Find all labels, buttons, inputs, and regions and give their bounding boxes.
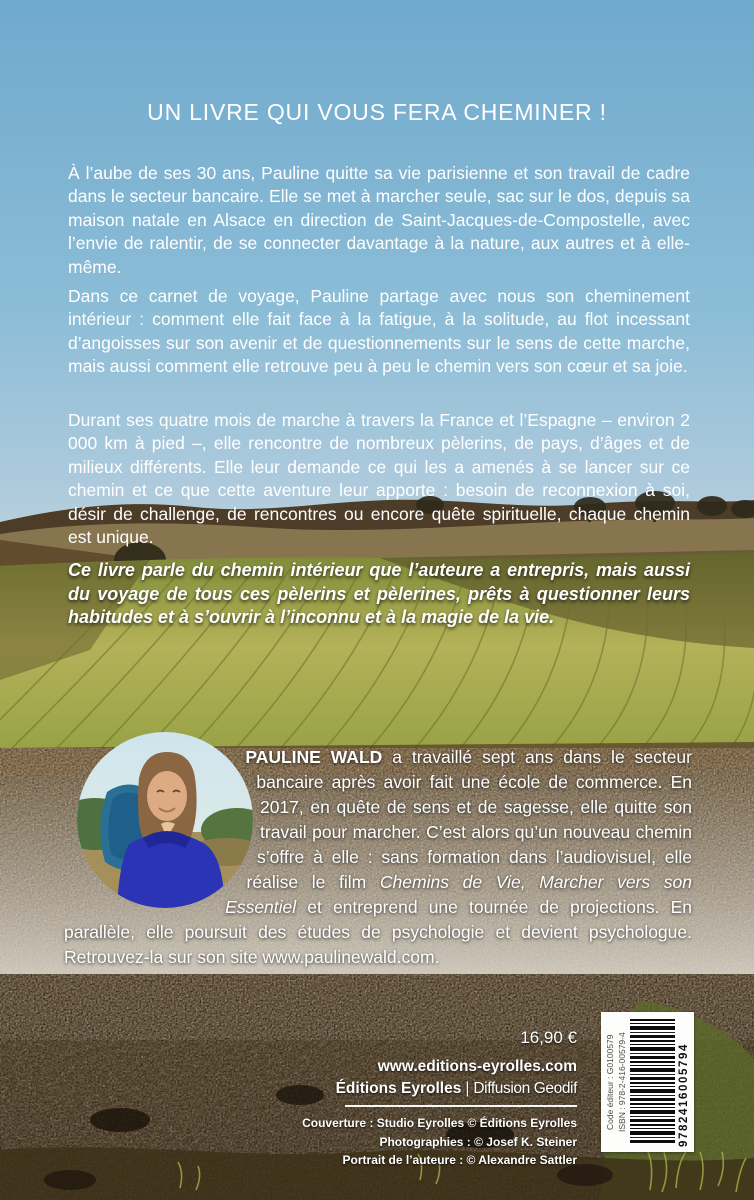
author-portrait-photo: [77, 732, 253, 908]
synopsis-paragraph-1: À l’aube de ses 30 ans, Pauline quitte sa vie parisienne et son travail de cadre dans le secteur bancaire. Elle se met à marcher seule, sac sur le dos, depuis sa maison natale en Alsace en direction de Saint-Jacques-de-Compostelle, avec l’envie de ralentir, de se connecter davantage à la nature, aux autres et à elle-même.: [68, 162, 690, 277]
credits-divider: [345, 1105, 577, 1107]
publisher-website: www.editions-eyrolles.com: [377, 1058, 577, 1075]
publisher-code-label: Code éditeur : G0100579: [605, 1034, 615, 1130]
distributor-name: Diffusion Geodif: [473, 1080, 577, 1097]
bio-text-part2: et entreprend une tournée de projections. En parallèle, elle poursuit des études de psychologie et devient psychologue. Retrouvez-la sur son site www.paulinewald.com.: [64, 897, 692, 967]
bio-text-part1: a travaillé sept ans dans le secteur bancaire après avoir fait une école de commerce. En 2017, en quête de sens et de sagesse, elle quitte son travail pour marcher. C’est alors qu’un nouveau chemin s’offre à elle : sans formation dans l’audiovisuel, elle réalise le film: [246, 747, 692, 892]
film-title: Chemins de Vie, Marcher vers son Essentiel: [225, 872, 692, 917]
back-cover-headline: UN LIVRE QUI VOUS FERA CHEMINER !: [147, 99, 607, 125]
publisher-block: [157, 1028, 577, 1170]
synopsis-paragraph-3: Durant ses quatre mois de marche à travers la France et l’Espagne – environ 2 000 km à pied –, elle rencontre de nombreux pèlerins, de pays, d’âges et de milieux différents. Elle leur demande ce qui les a amenés à se lancer sur ce chemin et ce que cette aventure leur apporte : besoin de reconnexion à soi, désir de challenge, de rencontres ou encore quête spirituelle, chaque chemin est unique.: [68, 409, 690, 547]
credit-photos: Photographies : © Josef K. Steiner: [379, 1134, 577, 1149]
synopsis-paragraph-2: Dans ce carnet de voyage, Pauline partage avec nous son cheminement intérieur : comment elle fait face à la fatigue, à la solitude, au flot incessant d’angoisses sur son avenir et de questionnements sur le sens de cette marche, mais aussi comment elle retrouve peu à peu le chemin vers son cœur et sa joie.: [68, 285, 690, 376]
isbn-label: ISBN : 978-2-416-00579-4: [617, 1032, 627, 1132]
barcode-bars: [630, 1019, 675, 1145]
credits-block: [157, 1114, 577, 1170]
credit-cover: Couverture : Studio Eyrolles © Éditions Eyrolles: [302, 1116, 577, 1130]
price: 16,90 €: [520, 1028, 577, 1047]
highlight-quote: Ce livre parle du chemin intérieur que l’auteure a entrepris, mais aussi du voyage de tous ces pèlerins et pèlerines, prêts à questionner leurs habitudes et à s’ouvrir à l’inconnu et à la magie de la vie.: [68, 560, 690, 627]
barcode-ean-number: 9782416005794: [678, 1043, 690, 1147]
author-name: PAULINE WALD: [245, 747, 383, 767]
imprint-line: [157, 1080, 577, 1098]
barcode-sticker: [601, 1012, 694, 1152]
imprint-name: Éditions Eyrolles: [335, 1080, 462, 1097]
credit-portrait: Portrait de l’auteure : © Alexandre Sattler: [342, 1153, 577, 1167]
imprint-separator: |: [465, 1080, 470, 1097]
